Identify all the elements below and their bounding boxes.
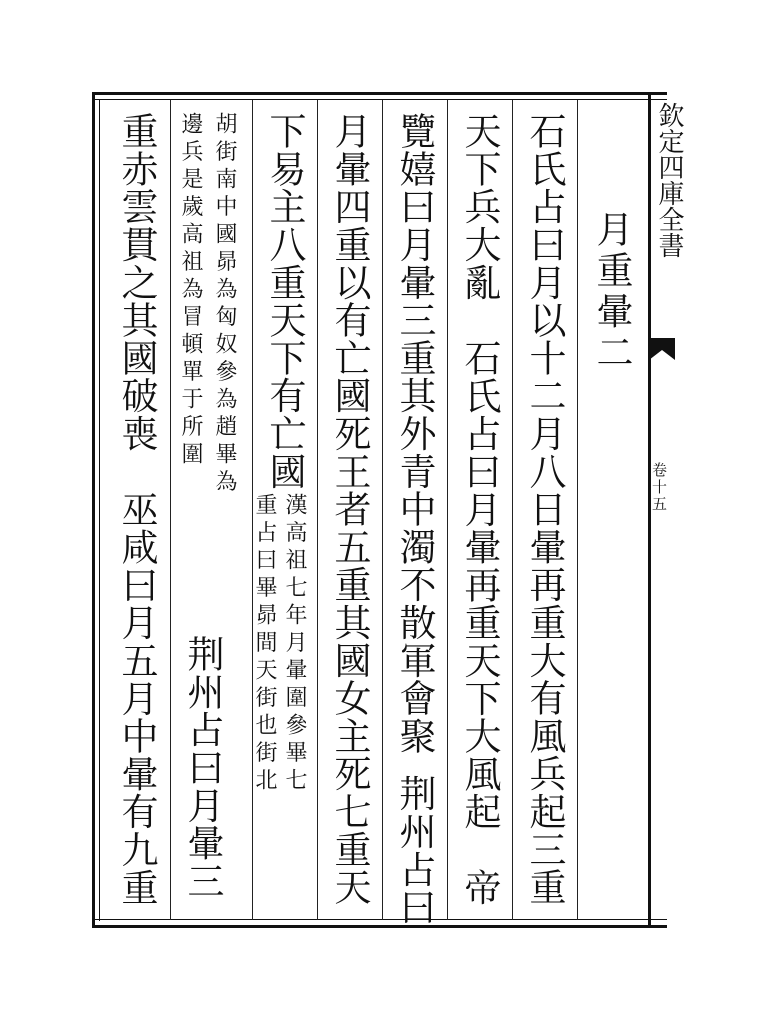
fishtail-mark-icon — [649, 338, 675, 360]
text-segment: 覽嬉曰月暈三重其外青中濁不散軍會聚 — [393, 112, 436, 755]
annotation-column: 漢高祖七年月暈圍參畢七 — [282, 493, 307, 796]
text-segment: 重赤雲貫之其國破喪 — [115, 112, 158, 453]
frame-top-inner-border — [92, 99, 667, 100]
column-divider — [382, 100, 383, 920]
frame-bottom-border — [92, 925, 667, 928]
text-segment: 荆州占曰 — [393, 774, 436, 926]
annotation-column: 邊兵是歲高祖為冒頓單于所圍 — [178, 112, 203, 470]
text-column: 荆州占曰月暈三 — [181, 635, 224, 900]
text-column — [458, 112, 501, 907]
volume-label: 卷十五 — [650, 462, 668, 513]
column-divider — [577, 100, 578, 920]
column-divider — [170, 100, 171, 920]
frame-left-border — [92, 92, 95, 928]
column-divider — [317, 100, 318, 920]
text-segment: 帝 — [458, 868, 501, 907]
text-column: 月暈四重以有亡國死王者五重其國女主死七重天 — [328, 112, 371, 906]
frame-left-inner-border — [99, 99, 100, 921]
text-segment: 石氏占曰月暈再重天下大風起 — [458, 339, 501, 831]
text-column: 石氏占曰月以十二月八日暈再重大有風兵起三重 — [523, 112, 566, 906]
text-column — [393, 112, 436, 926]
frame-top-border — [92, 92, 667, 95]
text-segment: 巫咸曰月五月中暈有九重 — [115, 490, 158, 907]
header-title: 欽定四庫全書 — [654, 102, 684, 258]
text-segment: 天下兵大亂 — [458, 112, 501, 301]
section-title: 月重暈二 — [590, 210, 633, 374]
column-divider — [447, 100, 448, 920]
annotation-column: 胡街南中國昴為匈奴參為趙畢為 — [212, 112, 237, 497]
text-column: 下易主八重天下有亡國 — [263, 112, 306, 490]
frame-bottom-inner-border — [92, 919, 667, 920]
column-divider — [512, 100, 513, 920]
annotation-column: 重占曰畢昴間天街也街北 — [252, 493, 277, 796]
text-column — [115, 112, 158, 907]
